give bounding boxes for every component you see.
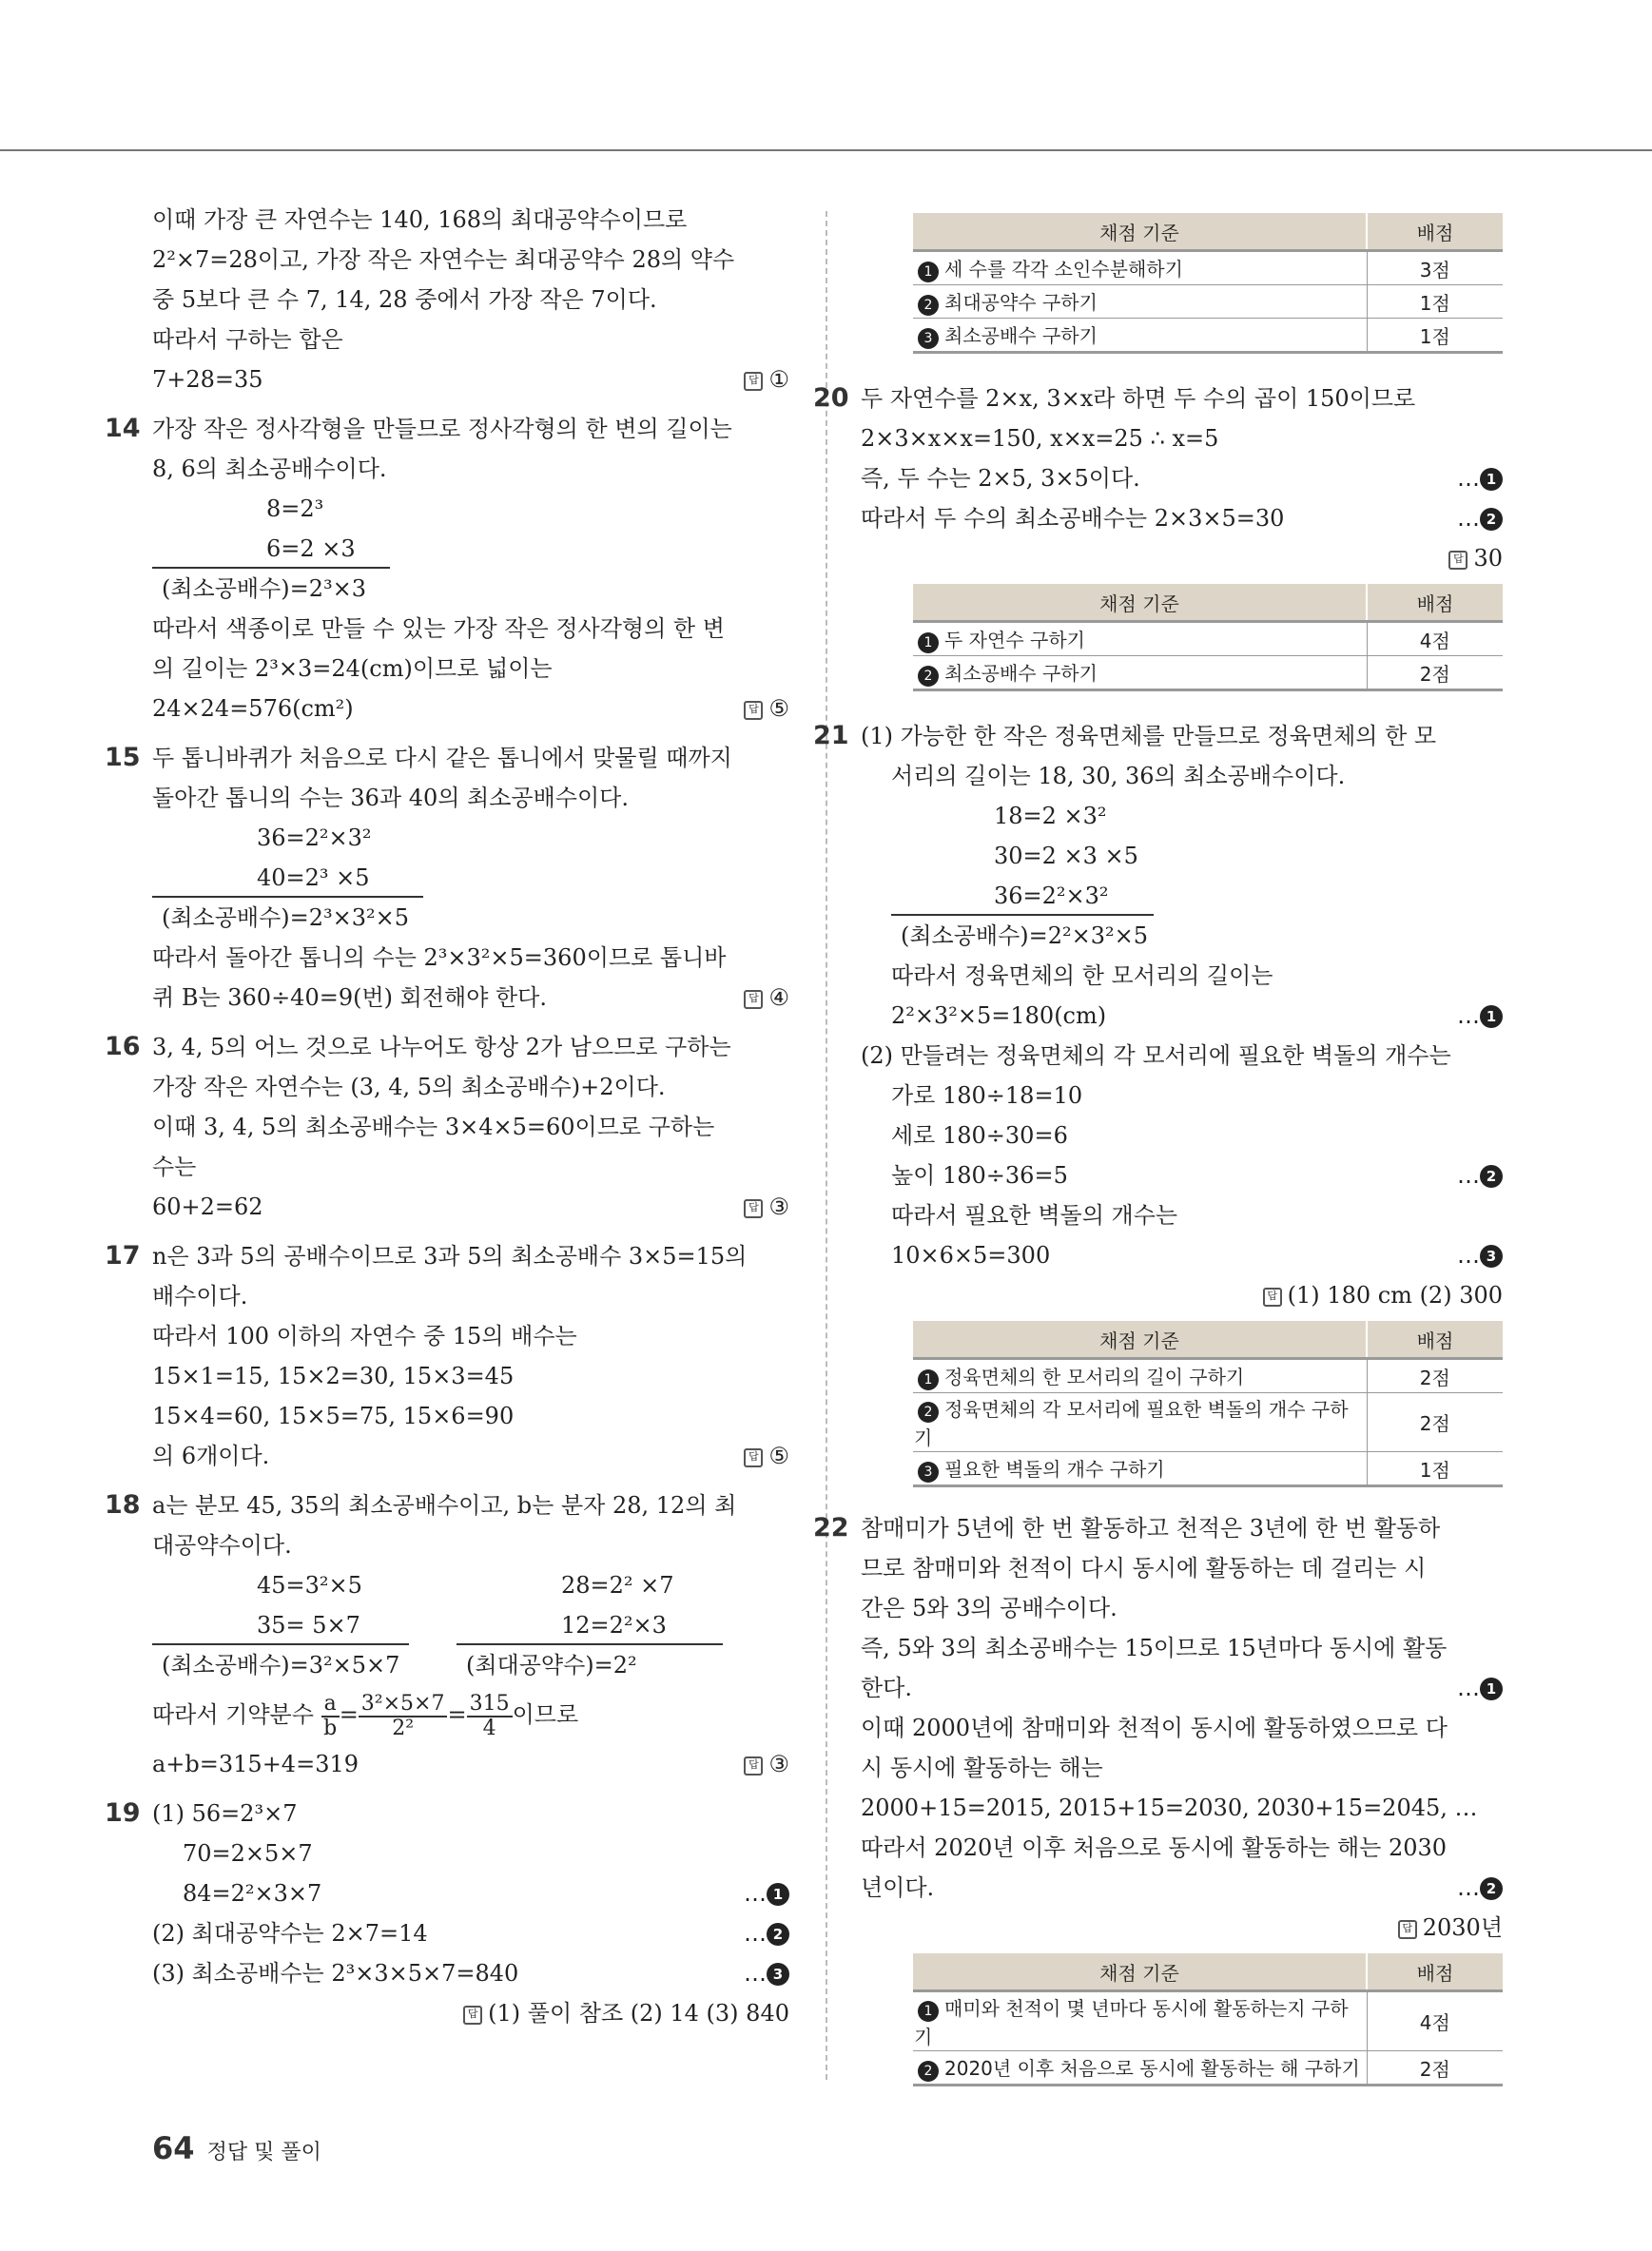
marker-num: 2 xyxy=(1480,1877,1503,1900)
text: (1) 가능한 한 작은 정육면체를 만들므로 정육면체의 한 모 xyxy=(861,723,1437,749)
text-line: 가장 작은 자연수는 (3, 4, 5의 최소공배수)+2이다. xyxy=(152,1074,666,1100)
calc-line xyxy=(457,1605,723,1645)
answer-icon: 답 xyxy=(744,1199,763,1218)
text-line: 이때 2000년에 참매미와 천적이 동시에 활동하였으므로 다 xyxy=(861,1715,1448,1741)
gcd-calc xyxy=(457,1565,723,1685)
cell: 1점 xyxy=(1367,1452,1503,1486)
text-line xyxy=(152,1187,789,1227)
answer-icon: 답 xyxy=(744,701,763,720)
dots: … xyxy=(744,1960,767,1987)
marker-num: 2 xyxy=(767,1923,789,1946)
marker-num: 1 xyxy=(1480,1678,1503,1700)
text: 즉, 두 수는 2×5, 3×5이다. xyxy=(861,465,1140,492)
text-line xyxy=(861,1235,1503,1275)
table-row xyxy=(913,2051,1503,2086)
text-line xyxy=(152,1436,789,1476)
answer: 답 (1) 180 cm (2) 300 xyxy=(1263,1275,1503,1315)
text-line: 15×4=60, 15×5=75, 15×6=90 xyxy=(152,1403,515,1429)
text-line: 의 길이는 2³×3=24(cm)이므로 넓이는 xyxy=(152,655,553,682)
text: 의 6개이다. xyxy=(152,1443,270,1469)
step-marker xyxy=(1457,458,1503,498)
marker-num: 2 xyxy=(918,1402,939,1423)
cell: 최대공약수 구하기 xyxy=(944,291,1098,314)
problem-17 xyxy=(105,1236,789,1276)
marker-num: 1 xyxy=(918,2001,939,2022)
answer: 답 30 xyxy=(1448,538,1503,578)
calc-line xyxy=(861,876,1503,916)
text-line xyxy=(152,1913,789,1953)
page-footer xyxy=(152,2130,321,2166)
cell: 1점 xyxy=(1367,319,1503,353)
cell: 3점 xyxy=(1367,251,1503,285)
fraction xyxy=(467,1693,513,1740)
text-line: 서리의 길이는 18, 30, 36의 최소공배수이다. xyxy=(891,763,1346,789)
cell: 2020년 이후 처음으로 동시에 활동하는 해 구하기 xyxy=(944,2057,1360,2080)
problem-19 xyxy=(105,1794,789,1834)
calc-text: 12=2²×3 xyxy=(457,1607,723,1645)
text: 가장 작은 정사각형을 만들므로 정사각형의 한 변의 길이는 xyxy=(152,416,732,442)
answer: 답 ⑤ xyxy=(744,689,789,728)
text-line xyxy=(152,1953,789,1993)
text: a는 분모 45, 35의 최소공배수이고, b는 분자 28, 12의 최 xyxy=(152,1492,737,1519)
cell: 1점 xyxy=(1367,285,1503,319)
text-line xyxy=(861,1908,1503,1948)
step-marker xyxy=(1457,1235,1503,1275)
answer-icon: 답 xyxy=(744,990,763,1009)
marker-num: 2 xyxy=(918,2061,939,2082)
text-line: 간은 5와 3의 공배수이다. xyxy=(861,1595,1118,1621)
numerator: a xyxy=(321,1693,340,1717)
text-line xyxy=(152,359,789,399)
cell: 세 수를 각각 소인수분해하기 xyxy=(944,258,1183,281)
table-header: 채점 기준 xyxy=(913,1321,1367,1359)
step-marker xyxy=(744,1953,789,1993)
table-row xyxy=(913,1393,1503,1452)
answer: 답 ④ xyxy=(744,978,789,1018)
problem-18 xyxy=(105,1485,789,1525)
text: 년이다. xyxy=(861,1874,935,1901)
table-row xyxy=(913,1991,1503,2051)
text: 두 자연수를 2×x, 3×x라 하면 두 수의 곱이 150이므로 xyxy=(861,385,1416,412)
problem-number: 21 xyxy=(813,721,849,750)
table-row xyxy=(913,656,1503,690)
marker-num: 3 xyxy=(918,328,939,349)
marker-num: 2 xyxy=(918,666,939,687)
answer-icon: 답 xyxy=(1398,1920,1417,1939)
text-line xyxy=(861,1155,1503,1195)
text: 퀴 B는 360÷40=9(번) 회전해야 한다. xyxy=(152,984,547,1011)
table-row xyxy=(913,319,1503,353)
calc-line xyxy=(152,1605,409,1645)
table-header: 채점 기준 xyxy=(913,213,1367,251)
text: 3, 4, 5의 어느 것으로 나누어도 항상 2가 남으므로 구하는 xyxy=(152,1034,731,1060)
calc-text: 6=2 ×3 xyxy=(152,531,390,569)
equation: 60+2=62 xyxy=(152,1193,263,1220)
text-line xyxy=(152,978,789,1018)
text-line: 8, 6의 최소공배수이다. xyxy=(152,456,387,482)
marker-num: 1 xyxy=(1480,468,1503,491)
table-header: 배점 xyxy=(1367,213,1503,251)
text-line xyxy=(152,1744,789,1784)
step-marker xyxy=(744,1873,789,1913)
top-rule xyxy=(0,149,1652,151)
answer: 답 (1) 풀이 참조 (2) 14 (3) 840 xyxy=(463,1993,789,2033)
answer: 답 2030년 xyxy=(1398,1908,1503,1948)
cell: 정육면체의 각 모서리에 필요한 벽돌의 개수 구하기 xyxy=(914,1398,1349,1449)
equation: a+b=315+4=319 xyxy=(152,1751,359,1777)
text: n은 3과 5의 공배수이므로 3과 5의 최소공배수 3×5=15의 xyxy=(152,1243,748,1270)
text: 84=2²×3×7 xyxy=(183,1880,322,1907)
cell: 두 자연수 구하기 xyxy=(944,629,1085,651)
fraction-line xyxy=(152,1685,789,1744)
calc-text: 40=2³ ×5 xyxy=(152,860,423,898)
dots: … xyxy=(744,1880,767,1907)
answer: 답 ⑤ xyxy=(744,1436,789,1476)
scoring-table-20 xyxy=(913,584,1503,691)
marker-num: 3 xyxy=(918,1462,939,1483)
problem-20 xyxy=(813,378,1503,418)
text-line: 따라서 2020년 이후 처음으로 동시에 활동하는 해는 2030 xyxy=(861,1834,1448,1861)
calc-line: 28=2² ×7 xyxy=(561,1572,674,1599)
step-marker xyxy=(1457,498,1503,538)
calc-text: 35= 5×7 xyxy=(152,1607,409,1645)
equation: 10×6×5=300 xyxy=(891,1242,1051,1269)
problem-15 xyxy=(105,738,789,778)
answer-icon: 답 xyxy=(744,1448,763,1467)
text-line: 따라서 필요한 벽돌의 개수는 xyxy=(891,1202,1178,1229)
text: (1) 56=2³×7 xyxy=(152,1800,298,1827)
scoring-table-22 xyxy=(913,1953,1503,2086)
footer-label: 정답 및 풀이 xyxy=(206,2141,321,2164)
problem-16 xyxy=(105,1027,789,1067)
text-line: 대공약수이다. xyxy=(152,1532,292,1559)
problem-21 xyxy=(813,716,1503,756)
problem-14 xyxy=(105,409,789,449)
step-marker xyxy=(1457,1868,1503,1908)
text-line: 배수이다. xyxy=(152,1283,248,1310)
cell: 정육면체의 한 모서리의 길이 구하기 xyxy=(944,1366,1245,1388)
marker-num: 2 xyxy=(1480,1165,1503,1188)
numerator: 3²×5×7 xyxy=(359,1693,448,1717)
answer: 답 ③ xyxy=(744,1187,789,1227)
calc-text: 36=2²×3² xyxy=(891,878,1154,916)
calc-result: (최소공배수)=2³×3²×5 xyxy=(162,904,410,931)
equation: 7+28=35 xyxy=(152,366,263,393)
text-line: 따라서 돌아간 톱니의 수는 2³×3²×5=360이므로 톱니바 xyxy=(152,944,727,971)
step-marker xyxy=(1457,996,1503,1036)
problem-number: 20 xyxy=(813,383,849,413)
problem-number: 14 xyxy=(105,414,141,443)
table-row xyxy=(913,1359,1503,1393)
equals: = xyxy=(339,1701,359,1728)
text-line: 2×3×x×x=150, x×x=25 ∴ x=5 xyxy=(861,425,1219,452)
page-number: 64 xyxy=(152,2130,195,2166)
marker-num: 2 xyxy=(918,295,939,316)
table-header: 배점 xyxy=(1367,1321,1503,1359)
cell: 최소공배수 구하기 xyxy=(944,662,1098,685)
column-divider xyxy=(826,211,827,2080)
text-line: 이때 3, 4, 5의 최소공배수는 3×4×5=60이므로 구하는 xyxy=(152,1114,715,1140)
cell: 필요한 벽돌의 개수 구하기 xyxy=(944,1458,1165,1481)
step-marker xyxy=(1457,1668,1503,1708)
text: 이므로 xyxy=(512,1701,579,1728)
fraction xyxy=(321,1693,340,1740)
cell: 4점 xyxy=(1367,1991,1503,2051)
text-line xyxy=(861,458,1503,498)
text-line: 따라서 구하는 합은 xyxy=(152,326,343,353)
text-line: 2²×7=28이고, 가장 작은 자연수는 최대공약수 28의 약수 xyxy=(152,246,735,273)
dots: … xyxy=(1457,465,1480,492)
problem-22 xyxy=(813,1508,1503,1548)
equation: 24×24=576(cm²) xyxy=(152,695,354,722)
dots: … xyxy=(1457,1675,1480,1701)
text-line: 즉, 5와 3의 최소공배수는 15이므로 15년마다 동시에 활동 xyxy=(861,1635,1448,1661)
text-line: 세로 180÷30=6 xyxy=(891,1122,1068,1149)
answer-icon: 답 xyxy=(1263,1288,1282,1307)
text-line: 15×1=15, 15×2=30, 15×3=45 xyxy=(152,1363,515,1389)
text-line: 시 동시에 활동하는 해는 xyxy=(861,1755,1103,1781)
marker-num: 2 xyxy=(1480,508,1503,531)
numerator: 315 xyxy=(467,1693,513,1717)
text: 한다. xyxy=(861,1675,912,1701)
problem-number: 19 xyxy=(105,1798,141,1828)
problem-number: 22 xyxy=(813,1513,849,1543)
dots: … xyxy=(1457,1874,1480,1901)
calc-block xyxy=(152,1565,789,1685)
table-header: 배점 xyxy=(1367,1953,1503,1991)
fraction xyxy=(359,1693,448,1740)
step-marker xyxy=(1457,1155,1503,1195)
marker-num: 1 xyxy=(1480,1005,1503,1028)
cell: 4점 xyxy=(1367,622,1503,656)
dots: … xyxy=(1457,1002,1480,1029)
denominator: b xyxy=(323,1716,338,1740)
cell: 2점 xyxy=(1367,1393,1503,1452)
step-marker xyxy=(744,1913,789,1953)
answer: 답 ③ xyxy=(744,1744,789,1784)
cell: 2점 xyxy=(1367,1359,1503,1393)
calc-line xyxy=(152,858,789,898)
text: 참매미가 5년에 한 번 활동하고 천적은 3년에 한 번 활동하 xyxy=(861,1515,1441,1542)
marker-num: 1 xyxy=(918,262,939,282)
text-line: 가로 180÷18=10 xyxy=(891,1082,1083,1109)
calc-line xyxy=(152,529,789,569)
text-line: 므로 참매미와 천적이 다시 동시에 활동하는 데 걸리는 시 xyxy=(861,1555,1427,1582)
table-header: 채점 기준 xyxy=(913,584,1367,622)
right-column xyxy=(813,207,1503,2098)
text-line xyxy=(152,1993,789,2033)
answer-icon: 답 xyxy=(744,1756,763,1776)
dots: … xyxy=(1457,1162,1480,1189)
text-line: 따라서 100 이하의 자연수 중 15의 배수는 xyxy=(152,1323,577,1349)
calc-line: 36=2²×3² xyxy=(257,825,372,851)
table-row xyxy=(913,285,1503,319)
cell: 2점 xyxy=(1367,656,1503,690)
table-row xyxy=(913,251,1503,285)
text-line: 따라서 색종이로 만들 수 있는 가장 작은 정사각형의 한 변 xyxy=(152,615,725,642)
calc-result: (최소공배수)=2²×3²×5 xyxy=(901,922,1149,949)
text-line: 70=2×5×7 xyxy=(183,1840,313,1867)
table-header: 채점 기준 xyxy=(913,1953,1367,1991)
text-line: 2000+15=2015, 2015+15=2030, 2030+15=2045, … xyxy=(861,1795,1478,1821)
denominator: 2² xyxy=(392,1716,415,1740)
text: 두 톱니바퀴가 처음으로 다시 같은 톱니에서 맞물릴 때까지 xyxy=(152,745,732,771)
equals: = xyxy=(447,1701,467,1728)
text: 높이 180÷36=5 xyxy=(891,1162,1068,1189)
cell: 매미와 천적이 몇 년마다 동시에 활동하는지 구하기 xyxy=(914,1997,1349,2048)
answer-icon: 답 xyxy=(1448,551,1467,570)
text-line xyxy=(861,1868,1503,1908)
text-line xyxy=(861,1668,1503,1708)
dots: … xyxy=(1457,505,1480,532)
text-line xyxy=(861,1275,1503,1315)
text: (2) 최대공약수는 2×7=14 xyxy=(152,1920,428,1947)
marker-num: 1 xyxy=(767,1883,789,1906)
denominator: 4 xyxy=(482,1716,496,1740)
equation: 2²×3²×5=180(cm) xyxy=(891,1002,1107,1029)
answer-icon: 답 xyxy=(463,2006,482,2025)
cell: 2점 xyxy=(1367,2051,1503,2086)
lcm-calc xyxy=(152,1565,409,1685)
problem-number: 17 xyxy=(105,1241,141,1271)
text-line xyxy=(861,498,1503,538)
text-line: (2) 만들려는 정육면체의 각 모서리에 필요한 벽돌의 개수는 xyxy=(861,1042,1451,1069)
calc-result: (최대공약수)=2² xyxy=(466,1652,637,1679)
calc-result: (최소공배수)=2³×3 xyxy=(162,575,367,602)
text-line xyxy=(861,538,1503,578)
cell: 최소공배수 구하기 xyxy=(944,324,1098,347)
text-line: 돌아간 톱니의 수는 36과 40의 최소공배수이다. xyxy=(152,785,629,811)
problem-number: 15 xyxy=(105,743,141,772)
text: 따라서 기약분수 xyxy=(152,1701,314,1728)
text-line: 이때 가장 큰 자연수는 140, 168의 최대공약수이므로 xyxy=(152,206,688,233)
calc-result: (최소공배수)=3²×5×7 xyxy=(162,1652,400,1679)
scoring-table-21 xyxy=(913,1321,1503,1487)
calc-line: 45=3²×5 xyxy=(257,1572,362,1599)
marker-num: 1 xyxy=(918,632,939,653)
table-header: 배점 xyxy=(1367,584,1503,622)
text-line xyxy=(861,996,1503,1036)
left-column xyxy=(105,200,789,2033)
text-line: 중 5보다 큰 수 7, 14, 28 중에서 가장 작은 7이다. xyxy=(152,286,657,313)
problem-number: 16 xyxy=(105,1032,141,1061)
dots: … xyxy=(1457,1242,1480,1269)
answer-icon: 답 xyxy=(744,372,763,391)
marker-num: 1 xyxy=(918,1369,939,1390)
scoring-table-19 xyxy=(913,213,1503,354)
calc-line: 18=2 ×3² xyxy=(994,803,1107,829)
problem-number: 18 xyxy=(105,1490,141,1520)
dots: … xyxy=(744,1920,767,1947)
marker-num: 3 xyxy=(1480,1245,1503,1268)
table-row xyxy=(913,622,1503,656)
text-line: 따라서 정육면체의 한 모서리의 길이는 xyxy=(891,962,1273,989)
answer: 답 ① xyxy=(744,359,789,399)
table-row xyxy=(913,1452,1503,1486)
text: 따라서 두 수의 최소공배수는 2×3×5=30 xyxy=(861,505,1285,532)
text: (3) 최소공배수는 2³×3×5×7=840 xyxy=(152,1960,519,1987)
marker-num: 3 xyxy=(767,1963,789,1986)
text-line xyxy=(152,1873,789,1913)
calc-line: 30=2 ×3 ×5 xyxy=(994,843,1138,869)
calc-line: 8=2³ xyxy=(266,495,324,522)
text-line: 수는 xyxy=(152,1154,197,1180)
text-line xyxy=(152,689,789,728)
